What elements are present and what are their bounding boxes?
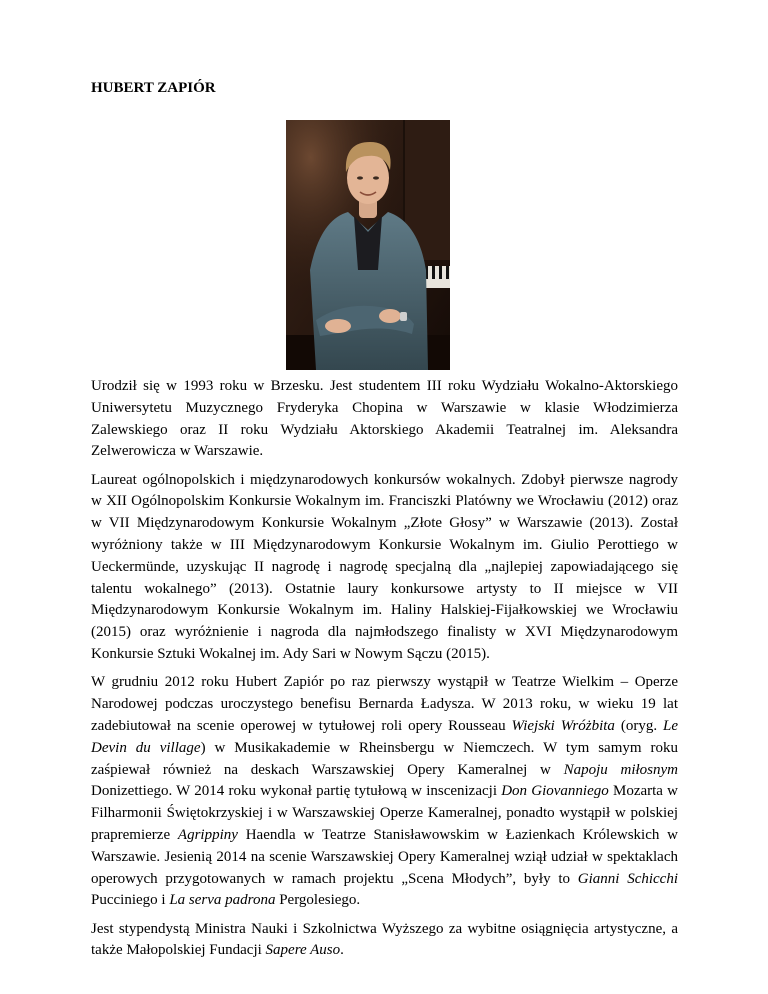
work-title: Agrippiny: [177, 826, 238, 843]
text-run: Pergolesiego.: [275, 892, 361, 909]
page-title: HUBERT ZAPIÓR: [91, 80, 216, 96]
biography-paragraph: [91, 376, 678, 463]
text-run: W grudniu 2012 roku Hubert Zapiór po raz pierwszy wystąpił w Teatrze Wielkim – Operze Narodowej podczas uroczystego benefisu Bernarda Ładysza. W 2013 roku, w wieku 19 lat zadebiutował na scenie operowej w tytułowej roli opery Rousseau: [91, 674, 678, 734]
text-run: Urodził się w 1993 roku w Brzesku. Jest studentem III roku Wydziału Wokalno-Aktorskiego Uniwersytetu Muzycznego Fryderyka Chopina w Warszawie w klasie Włodzimierza Zalewskiego oraz II roku Wydziału Aktorskiego Akademii Teatralnej im. Aleksandra Zelwerowicza w Warszawie.: [91, 378, 678, 460]
work-title: Gianni Schicchi: [577, 870, 678, 887]
text-run: Donizettiego. W 2014 roku wykonał partię tytułową w inscenizacji: [91, 783, 502, 800]
portrait-photo: [286, 120, 450, 370]
text-run: ) w Musikakademie w Rheinsbergu w Niemczech. W tym samym roku zaśpiewał również na deskach Warszawskiej Opery Kameralnej w: [91, 739, 678, 778]
text-run: .: [340, 942, 344, 959]
work-title: Sapere Auso: [265, 942, 341, 959]
work-title: Wiejski Wróżbita: [511, 717, 615, 734]
work-title: Le Devin du village: [91, 717, 678, 756]
text-run: Jest stypendystą Ministra Nauki i Szkolnictwa Wyższego za wybitne osiągnięcia artystyczne, a także Małopolskiej Fundacji: [91, 920, 678, 959]
text-run: Pucciniego i: [91, 892, 170, 909]
text-run: Laureat ogólnopolskich i międzynarodowych konkursów wokalnych. Zdobył pierwsze nagrody w XII Ogólnopolskim Konkursie Wokalnym im. Franciszki Platówny we Wrocławiu (2012) oraz w VII Międzynarodowym Konkursie Wokalnym „Złote Głosy” w Warszawie (2013). Został wyróżniony także w III Międzynarodowym Konkursie Wokalnym im. Giulio Perottiego w Ueckermünde, uzyskując II nagrodę i nagrodę specjalną dla „najlepiej zapowiadającego się talentu wokalnego” (2013). Ostatnie laury konkursowe artysty to II miejsce w VII Międzynarodowym Konkursie Wokalnym im. Haliny Halskiej-Fijałkowskiej we Wrocławiu (2015) oraz wyróżnienie i nagroda dla najmłodszego finalisty w XVI Międzynarodowym Konkursie Sztuki Wokalnej im. Ady Sari w Nowym Sączu (2015).: [91, 471, 678, 663]
work-title: Don Giovanniego: [501, 783, 609, 800]
work-title: Napoju miłosnym: [563, 761, 678, 778]
portrait-illustration: [286, 120, 450, 370]
text-run: (oryg.: [614, 717, 663, 734]
biography-paragraph: [91, 919, 678, 963]
text-run: Haendla w Teatrze Stanisławowskim w Łazienkach Królewskich w Warszawie. Jesienią 2014 na scenie Warszawskiej Opery Kameralnej wziął udział w spektaklach operowych przygotowanych w ramach projektu „Scena Młodych”, były to: [91, 826, 678, 887]
biography-paragraph: [91, 470, 678, 666]
text-run: Mozarta w Filharmonii Świętokrzyskiej i w Warszawskiej Operze Kameralnej, ponadto wystąpił w polskiej prapremierze: [91, 783, 679, 843]
biography-text: [91, 376, 678, 969]
work-title: La serva padrona: [169, 892, 276, 909]
biography-paragraph: [91, 672, 678, 912]
